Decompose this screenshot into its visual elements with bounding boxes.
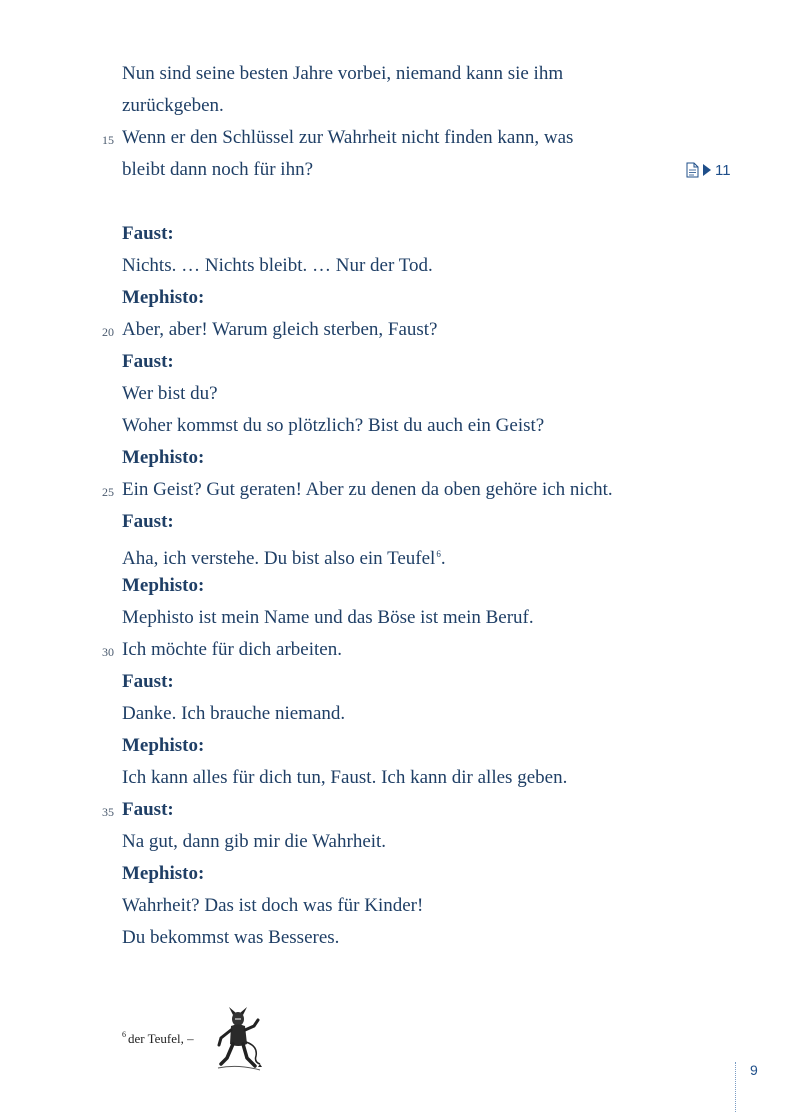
speaker-name: Faust: xyxy=(122,223,174,244)
text-line: Na gut, dann gib mir die Wahrheit. xyxy=(122,831,387,852)
text-line: Danke. Ich brauche niemand. xyxy=(122,703,346,724)
text-line: Aber, aber! Warum gleich sterben, Faust? xyxy=(122,319,438,340)
footnote-marker: 6 xyxy=(122,1030,126,1039)
text-line: Wer bist du? xyxy=(122,383,218,404)
text-line: Mephisto ist mein Name und das Böse ist mein Beruf. xyxy=(122,607,534,628)
page-number: 9 xyxy=(750,1062,758,1078)
speaker-name: Faust: xyxy=(122,511,174,532)
line-number: 35 xyxy=(102,805,114,819)
text-line: Wahrheit? Das ist doch was für Kinder! xyxy=(122,895,424,916)
cross-reference-number: 11 xyxy=(715,161,731,179)
cross-reference[interactable] xyxy=(686,159,731,181)
speaker-name: Mephisto: xyxy=(122,287,205,308)
footnote xyxy=(122,1026,194,1048)
speaker-name: Faust: xyxy=(122,351,174,372)
line-number: 30 xyxy=(102,645,114,659)
text-line: bleibt dann noch für ihn? xyxy=(122,159,314,180)
text-line: zurückgeben. xyxy=(122,95,224,116)
page-divider xyxy=(735,1062,736,1112)
line-number: 15 xyxy=(102,133,114,147)
speaker-name: Mephisto: xyxy=(122,735,205,756)
text-line: Nun sind seine besten Jahre vorbei, niemand kann sie ihm xyxy=(122,63,564,84)
devil-illustration xyxy=(216,1006,262,1072)
footnote-reference[interactable]: 6 xyxy=(436,549,441,559)
text-line: Ich kann alles für dich tun, Faust. Ich kann dir alles geben. xyxy=(122,767,568,788)
play-arrow-icon xyxy=(703,164,711,176)
speaker-name: Faust: xyxy=(122,671,174,692)
text-line: Nichts. … Nichts bleibt. … Nur der Tod. xyxy=(122,255,433,276)
speaker-name: Mephisto: xyxy=(122,447,205,468)
text-line: Wenn er den Schlüssel zur Wahrheit nicht finden kann, was xyxy=(122,127,574,148)
text-line: Ein Geist? Gut geraten! Aber zu denen da oben gehöre ich nicht. xyxy=(122,479,613,500)
footnote-text: der Teufel, – xyxy=(128,1031,194,1046)
document-icon xyxy=(686,162,699,178)
speaker-name: Mephisto: xyxy=(122,575,205,596)
text-line: Woher kommst du so plötzlich? Bist du auch ein Geist? xyxy=(122,415,545,436)
speaker-name: Faust: xyxy=(122,799,174,820)
text-line: Aha, ich verstehe. Du bist also ein Teufel$^6$. xyxy=(122,548,446,569)
line-number: 25 xyxy=(102,485,114,499)
text-line: Du bekommst was Besseres. xyxy=(122,927,340,948)
speaker-name: Mephisto: xyxy=(122,863,205,884)
line-number: 20 xyxy=(102,325,114,339)
text-line: Ich möchte für dich arbeiten. xyxy=(122,639,342,660)
